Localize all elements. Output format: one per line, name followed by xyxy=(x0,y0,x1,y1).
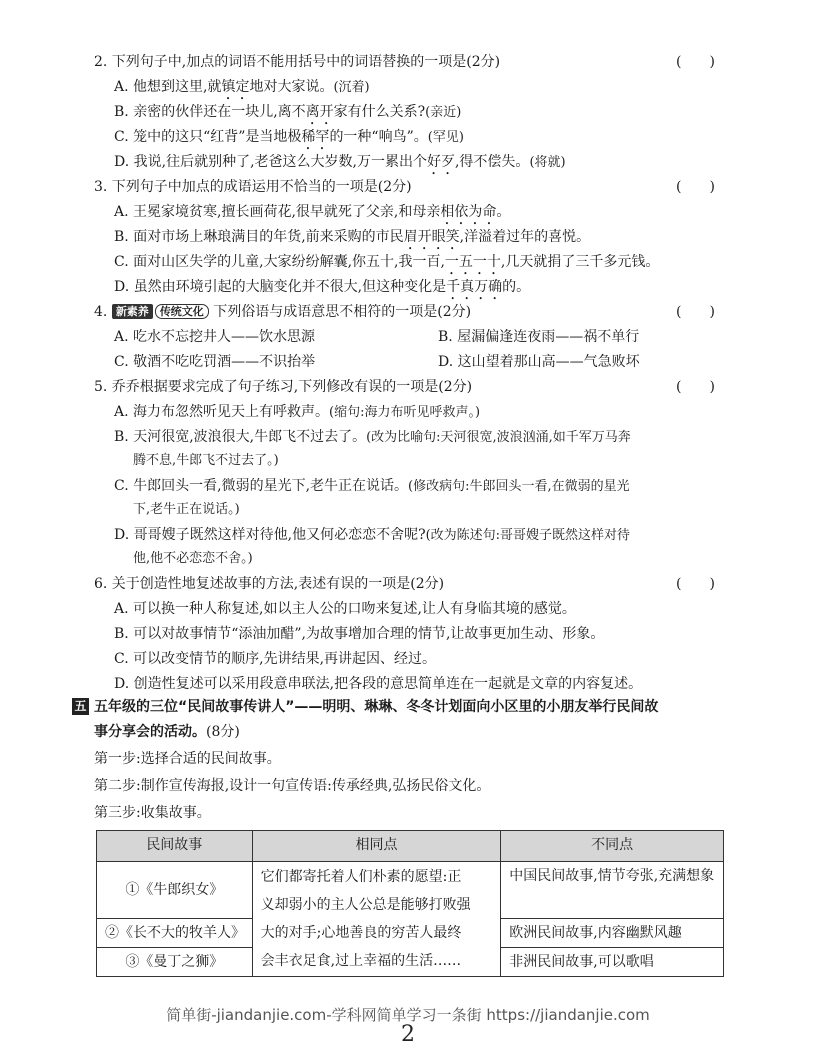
header-differences: 不同点 xyxy=(501,831,724,862)
similarities-cell xyxy=(252,862,501,977)
q2-option-d xyxy=(114,152,566,178)
difference-cell: 非洲民间故事,可以歌唱 xyxy=(501,948,724,977)
q5b-note-cont: 腾不息,牛郎飞不过去了。) xyxy=(133,453,279,468)
story-cell: ②《长不大的牧羊人》 xyxy=(97,919,253,948)
q5-answer-paren: ( ) xyxy=(676,379,715,395)
section-five-badge: 五 xyxy=(72,698,89,715)
new-literacy-tag: 新素养 xyxy=(112,304,153,319)
q6-stem: 6. 关于创造性地复述故事的方法,表述有误的一项是(2分) xyxy=(94,576,445,592)
q6-option-b: B. 可以对故事情节“添油加醋”,为故事增加合理的情节,让故事更加生动、形象。 xyxy=(114,626,605,642)
table-header-row xyxy=(97,831,724,862)
q2-option-c xyxy=(114,127,464,153)
section-five-score: (8分) xyxy=(206,724,240,740)
q3-option-b xyxy=(114,227,590,253)
q3b-pre: B. 面对市场上琳琅满目的年货,前来采购的市民 xyxy=(114,229,404,245)
q3c-pre: C. 面对山区失学的儿童,大家纷纷解囊,你五十,我一百, xyxy=(114,254,445,270)
q3a-dotted: 相依为命 xyxy=(440,204,497,220)
q2b-post: 家有什么关系? xyxy=(333,104,426,120)
q2a-pre: A. 他想到这里,就 xyxy=(114,79,222,95)
similar-line: 义却弱小的主人公总是能够打败强 xyxy=(260,897,471,913)
q5b-text: B. 天河很宽,波浪很大,牛郎飞不过去了。 xyxy=(114,429,367,445)
q3b-post: ,洋溢着过年的喜悦。 xyxy=(459,229,591,245)
q4-stem-line: 4. 新素养 传统文化 下列俗语与成语意思不相符的一项是(2分) xyxy=(94,304,472,320)
q2c-pre: C. 笼中的这只“红背”是当地极 xyxy=(114,129,302,145)
q2a-note: (沉着) xyxy=(333,80,370,95)
q4-stem: 下列俗语与成语意思不相符的一项是(2分) xyxy=(213,304,472,320)
q2c-note: (罕见) xyxy=(427,130,464,145)
q2-stem: 2. 下列句子中,加点的词语不能用括号中的词语替换的一项是(2分) xyxy=(94,54,501,70)
q2a-dotted: 镇定 xyxy=(221,79,250,95)
q2b-note: (亲近) xyxy=(425,105,462,120)
q6-option-a: A. 可以换一种人称复述,如以主人公的口吻来复述,让人有身临其境的感觉。 xyxy=(114,601,576,617)
q3-option-c xyxy=(114,252,659,278)
q3d-post: 的。 xyxy=(502,279,531,295)
difference-cell: 欧洲民间故事,内容幽默风趣 xyxy=(501,919,724,948)
similar-line: 它们都寄托着人们朴素的愿望:正 xyxy=(260,869,462,885)
q5a-note: (缩句:海力布听见呼救声。) xyxy=(329,405,481,420)
q4-option-a: A. 吃水不忘挖井人——饮水思源 xyxy=(114,329,316,345)
q3a-pre: A. 王冕家境贫寒,擅长画荷花,很早就死了父亲,和母亲 xyxy=(114,204,441,220)
section-five-title-line2 xyxy=(94,722,240,742)
page-number: 2 xyxy=(401,1022,415,1047)
q6-option-c: C. 可以改变情节的顺序,先讲结果,再讲起因、经过。 xyxy=(114,651,437,667)
q3-option-a xyxy=(114,202,510,228)
q2-answer-paren: ( ) xyxy=(676,54,715,70)
q3b-dotted: 眉开眼笑 xyxy=(403,229,460,245)
q2d-pre: D. 我说,往后就别种了,老爸这么大岁数,万一累出个 xyxy=(114,154,427,170)
difference-cell: 中国民间故事,情节夸张,充满想象 xyxy=(501,862,724,919)
q3-stem: 3. 下列句子中加点的成语运用不恰当的一项是(2分) xyxy=(94,179,412,195)
watermark-footer: 简单街-jiandanjie.com-学科网简单学习一条街 https://jiandanjie.com xyxy=(166,1006,650,1024)
q5-option-a xyxy=(114,402,480,423)
step-three: 第三步:收集故事。 xyxy=(94,805,211,821)
q2-option-a xyxy=(114,77,370,103)
q5d-note: (改为陈述句:哥哥嫂子既然这样对待 xyxy=(425,528,631,543)
q3d-dotted: 千真万确 xyxy=(446,279,503,295)
q5-option-c xyxy=(114,476,630,497)
q2a-post: 地对大家说。 xyxy=(249,79,334,95)
q2-option-b xyxy=(114,102,461,128)
q2d-dotted: 好歹 xyxy=(426,154,455,170)
q5a-text: A. 海力布忽然听见天上有呼救声。 xyxy=(114,404,330,420)
similar-line: 大的对手;心地善良的穷苦人最终 xyxy=(260,925,462,941)
q5-stem: 5. 乔乔根据要求完成了句子练习,下列修改有误的一项是(2分) xyxy=(94,379,473,395)
q3a-post: 。 xyxy=(496,204,511,220)
q2c-dotted: 稀罕 xyxy=(301,129,330,145)
q5-option-b xyxy=(114,427,631,448)
q6-answer-paren: ( ) xyxy=(676,576,715,592)
section-five-title-line1: 五年级的三位“民间故事传讲人”——明明、琳琳、冬冬计划面向小区里的小朋友举行民间故 xyxy=(94,699,659,715)
q3d-pre: D. 虽然由环境引起的大脑变化并不很大,但这种变化是 xyxy=(114,279,447,295)
step-one: 第一步:选择合适的民间故事。 xyxy=(94,751,281,767)
step-two: 第二步:制作宣传海报,设计一句宣传语:传承经典,弘扬民俗文化。 xyxy=(94,778,491,794)
q4-option-b: B. 屋漏偏逢连夜雨——祸不单行 xyxy=(438,329,640,345)
q5-option-d xyxy=(114,525,630,546)
q3-option-d xyxy=(114,277,530,303)
folk-story-table xyxy=(96,830,724,977)
q6-option-d: D. 创造性复述可以采用段意串联法,把各段的意思简单连在一起就是文章的内容复述。 xyxy=(114,676,643,692)
q4-option-d: D. 这山望着那山高——气急败坏 xyxy=(438,354,640,370)
q2c-post: 的一种“响鸟”。 xyxy=(329,129,428,145)
q5c-note-cont: 下,老牛正在说话。) xyxy=(133,502,240,517)
section-five-title-end: 事分享会的活动。 xyxy=(94,724,206,740)
q3-answer-paren: ( ) xyxy=(676,179,715,195)
q5d-text: D. 哥哥嫂子既然这样对待他,他又何必恋恋不舍呢? xyxy=(114,527,426,543)
header-folk-story: 民间故事 xyxy=(97,831,253,862)
q4-answer-paren: ( ) xyxy=(676,304,715,320)
q2d-post: ,得不偿失。 xyxy=(454,154,530,170)
story-cell: ③《曼丁之狮》 xyxy=(97,948,253,977)
table-row xyxy=(97,862,724,919)
q2b-dotted: 离开 xyxy=(305,104,334,120)
q2d-note: (将就) xyxy=(529,155,566,170)
q3c-dotted: 一五一十 xyxy=(444,254,501,270)
q3c-post: ,几天就捐了三千多元钱。 xyxy=(500,254,660,270)
story-cell: ①《牛郎织女》 xyxy=(97,862,253,919)
traditional-culture-tag: 传统文化 xyxy=(155,304,209,319)
q5c-text: C. 牛郎回头一看,微弱的星光下,老牛正在说话。 xyxy=(114,478,409,494)
q5d-note-cont: 他,他不必恋恋不舍。) xyxy=(133,551,253,566)
similar-line: 会丰衣足食,过上幸福的生活…… xyxy=(260,953,462,969)
q4-option-c: C. 敬酒不吃吃罚酒——不识抬举 xyxy=(114,354,316,370)
q2b-pre: B. 亲密的伙伴还在一块儿,离不 xyxy=(114,104,306,120)
header-similarities: 相同点 xyxy=(252,831,501,862)
q5b-note: (改为比喻句:天河很宽,波浪汹涌,如千军万马奔 xyxy=(366,430,631,445)
q5c-note: (修改病句:牛郎回头一看,在微弱的星光 xyxy=(408,479,630,494)
